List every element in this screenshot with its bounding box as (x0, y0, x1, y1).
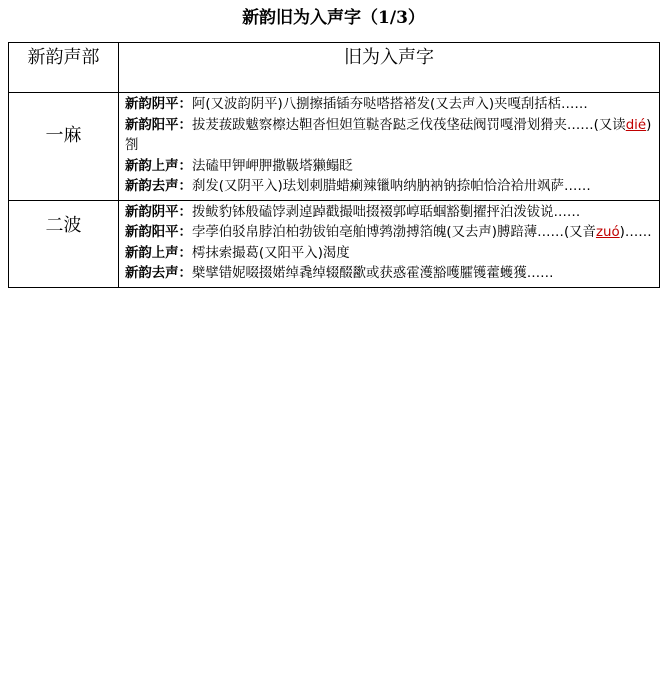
chars-cell (119, 93, 660, 201)
tone-label: 新韵去声： (125, 266, 192, 281)
tone-group (125, 223, 653, 244)
tone-chars: 拨鲅豹钵般磕饽剥逴踔戳撮咄掇裰郭崞聒蝈豁劐擢抨泊泼钹说…… (191, 204, 581, 220)
tone-label: 新韵阴平： (125, 204, 192, 220)
tone-chars: 阿(又波韵阴平)八捌擦插锸夯哒嗒搭褡发(又去声入)夹嘎刮括栝…… (191, 97, 588, 112)
pinyin-annotation: dié (625, 117, 647, 133)
tone-label: 新韵阳平： (125, 225, 192, 240)
tone-chars-tail: )…… (619, 225, 652, 240)
tone-group (125, 116, 653, 157)
table-header-row (9, 43, 660, 93)
tone-label: 新韵上声： (125, 158, 192, 174)
tone-chars: 拔茇菝跋魃察檫达靼沓怛妲笪鞑沓跶乏伐茷垡砝阀罚嘎滑划猾夹……(又读 (191, 117, 626, 133)
tone-chars: 法磕甲钾岬胛撒靸塔獭鳎眨 (191, 158, 353, 174)
category-cell: 一麻 (9, 93, 119, 201)
header-chars: 旧为入声字 (119, 43, 660, 93)
tone-label: 新韵阴平： (125, 97, 192, 112)
tone-chars: 孛荸伯驳帛脖泊柏勃钹铂亳舶博鹁渤搏箔魄(又去声)膊踣薄……(又音 (191, 225, 596, 240)
tone-group (125, 244, 653, 265)
table-row (9, 93, 660, 201)
page-title: 新韵旧为入声字（1/3） (242, 8, 425, 28)
table-row (9, 200, 660, 287)
tone-group (125, 177, 653, 198)
tone-chars-tail: )劄 (125, 117, 652, 153)
tone-chars: 檗擘错妮啜掇婼绰毳绰辍醊歠或获惑霍濩豁嚄臛镬藿蠖獲…… (191, 266, 554, 281)
category-cell: 二波 (9, 200, 119, 287)
tone-chars: 刹发(又阴平入)珐划刺腊蜡瘌辣镴呐纳肭衲钠捺帕恰洽袷卅飒萨…… (191, 179, 591, 194)
tone-group (125, 157, 653, 178)
pinyin-annotation: zuó (595, 225, 620, 240)
chars-cell (119, 200, 660, 287)
tone-label: 新韵上声： (125, 245, 192, 261)
tone-group (125, 203, 653, 224)
tone-label: 新韵去声： (125, 179, 192, 194)
tone-group (125, 95, 653, 116)
header-category: 新韵声部 (9, 43, 119, 93)
tone-group (125, 264, 653, 285)
tone-chars: 樗抹索撮葛(又阳平入)渴度 (191, 245, 350, 261)
tone-label: 新韵阳平： (125, 117, 192, 133)
rhyme-table (8, 42, 660, 288)
